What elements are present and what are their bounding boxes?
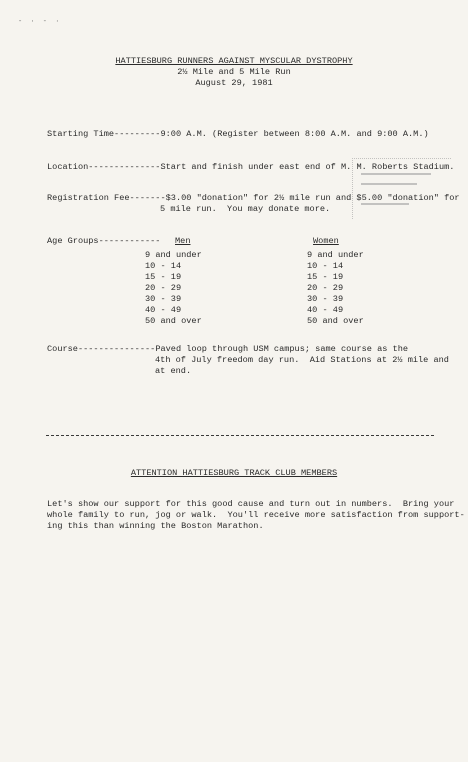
received-stamp (352, 158, 451, 219)
age-groups-row (47, 236, 160, 247)
list-item: 20 - 29 (307, 283, 344, 293)
list-item: 20 - 29 (145, 283, 182, 293)
starting-time-leader: --------- (114, 129, 161, 139)
registration-value-line2: 5 mile run. You may donate more. (160, 204, 331, 214)
course-label: Course (47, 344, 78, 354)
age-groups-leader: ------------ (98, 236, 161, 246)
list-item: 15 - 19 (145, 272, 182, 282)
list-item: 30 - 39 (307, 294, 344, 304)
registration-row (47, 193, 460, 204)
course-leader: --------------- (77, 344, 156, 354)
list-item: 15 - 19 (307, 272, 344, 282)
location-value: Start and finish under east end of M. M. Roberts Stadium. (160, 162, 455, 172)
course-line3: at end. (155, 366, 192, 376)
section-divider (46, 435, 434, 436)
list-item: 50 and over (145, 316, 202, 326)
attention-line2: whole family to run, jog or walk. You'll receive more satisfaction from support- (47, 510, 465, 520)
corner-mark: - · - · (18, 18, 62, 26)
list-item: 9 and under (307, 250, 364, 260)
attention-heading: ATTENTION HATTIESBURG TRACK CLUB MEMBERS (130, 468, 338, 478)
event-date: August 29, 1981 (195, 78, 273, 88)
list-item: 30 - 39 (145, 294, 182, 304)
registration-label: Registration Fee (47, 193, 130, 203)
document-subtitle: 2½ Mile and 5 Mile Run (177, 67, 291, 77)
list-item: 50 and over (307, 316, 364, 326)
list-item: 10 - 14 (307, 261, 344, 271)
course-row (47, 344, 408, 355)
attention-line3: ing this than winning the Boston Marathon. (47, 521, 264, 531)
list-item: 10 - 14 (145, 261, 182, 271)
location-leader: -------------- (88, 162, 161, 172)
women-header: Women (313, 236, 339, 246)
location-label: Location (47, 162, 89, 172)
list-item: 40 - 49 (307, 305, 344, 315)
men-header: Men (175, 236, 191, 246)
attention-line1: Let's show our support for this good cause and turn out in numbers. Bring your (47, 499, 455, 509)
starting-time-label: Starting Time (47, 129, 115, 139)
course-line1: Paved loop through USM campus; same course as the (155, 344, 409, 354)
registration-leader: ------- (129, 193, 166, 203)
document-title: HATTIESBURG RUNNERS AGAINST MYSCULAR DYSTROPHY (115, 56, 353, 66)
starting-time-row (47, 129, 429, 140)
starting-time-value: 9:00 A.M. (Register between 8:00 A.M. and 9:00 A.M.) (160, 129, 429, 139)
list-item: 9 and under (145, 250, 202, 260)
course-line2: 4th of July freedom day run. Aid Stations at 2½ mile and (155, 355, 449, 365)
list-item: 40 - 49 (145, 305, 182, 315)
age-groups-label: Age Groups (47, 236, 99, 246)
registration-value-line1: $3.00 "donation" for 2½ mile run and $5.00 "donation" for (165, 193, 460, 203)
